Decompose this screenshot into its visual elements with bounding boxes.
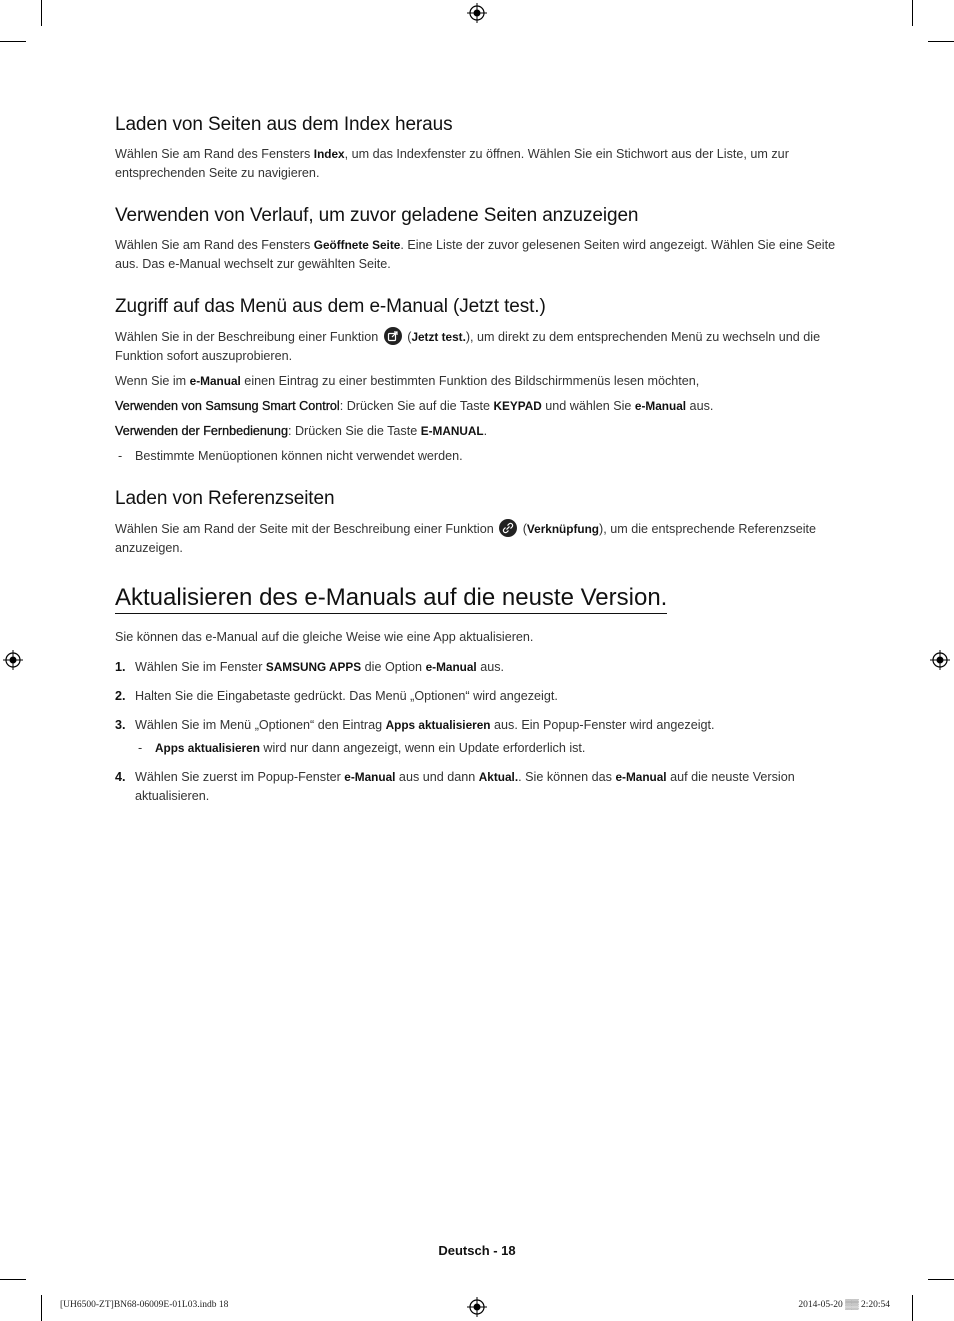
text: Wählen Sie zuerst im Popup-Fenster	[135, 770, 345, 784]
text: ), um die entsprechende Referenzseite anzuzeigen.	[115, 522, 817, 555]
paragraph	[115, 519, 840, 558]
text: . Sie können das	[518, 770, 616, 784]
section-heading: Laden von Seiten aus dem Index heraus	[115, 114, 453, 135]
registration-mark-icon	[930, 650, 950, 670]
try-now-icon	[384, 327, 402, 345]
text: aus.	[686, 399, 714, 413]
ui-term: e-Manual	[615, 770, 667, 784]
list-item	[115, 716, 840, 735]
list-item	[115, 768, 840, 806]
text: Wählen Sie im Fenster	[135, 660, 266, 674]
section-history	[115, 205, 840, 274]
section-update	[115, 584, 840, 806]
ui-term: Verwenden von Samsung Smart Control	[115, 399, 340, 413]
paragraph	[115, 236, 840, 274]
crop-mark	[0, 1279, 26, 1280]
text: Wählen Sie am Rand des Fensters	[115, 147, 314, 161]
text: Wählen Sie in der Beschreibung einer Funktion	[115, 330, 382, 344]
text: auf die neuste Version aktualisieren.	[135, 770, 795, 803]
ui-term: e-Manual	[425, 660, 477, 674]
text: aus und dann	[395, 770, 479, 784]
page-title: Aktualisieren des e-Manuals auf die neuste Version.	[115, 584, 667, 614]
text: Halten Sie die Eingabetaste gedrückt. Das Menü „Optionen“ wird angezeigt.	[135, 689, 558, 703]
text: , um das Indexfenster zu öffnen. Wählen Sie ein Stichwort aus der Liste, um zur entsprechenden Seite zu navigieren.	[115, 147, 789, 180]
ui-term: KEYPAD	[493, 399, 542, 413]
crop-mark	[928, 1279, 954, 1280]
registration-mark-icon	[467, 1297, 487, 1317]
step-number: 1.	[115, 660, 126, 674]
crop-mark	[41, 0, 42, 26]
paragraph: Sie können das e-Manual auf die gleiche Weise wie eine App aktualisieren.	[115, 630, 534, 644]
crop-mark	[912, 1295, 913, 1321]
section-heading: Laden von Referenzseiten	[115, 488, 335, 509]
text: ), um direkt zu dem entsprechenden Menü zu wechseln und die Funktion sofort auszuprobieren.	[115, 330, 821, 363]
ui-term: Apps aktualisieren	[385, 718, 491, 732]
steps-list	[115, 658, 840, 735]
ui-term: e-Manual	[344, 770, 396, 784]
ui-term: E-MANUAL	[420, 424, 484, 438]
section-try-now	[115, 296, 840, 466]
ui-term: Verwenden der Fernbedienung	[115, 424, 288, 438]
section-references	[115, 488, 840, 558]
ui-term: SAMSUNG APPS	[265, 660, 362, 674]
crop-mark	[41, 1295, 42, 1321]
text: . Eine Liste der zuvor gelesenen Seiten wird angezeigt. Wählen Sie eine Seite aus. Das e-Manual wechselt zur gewählten Seite.	[115, 238, 836, 271]
text: .	[483, 424, 488, 438]
text: : Drücken Sie die Taste	[287, 424, 421, 438]
paragraph	[115, 397, 840, 416]
note: - Bestimmte Menüoptionen können nicht verwendet werden.	[115, 447, 840, 466]
step-number: 3.	[115, 718, 126, 732]
ui-term: Index	[313, 147, 345, 161]
ui-term: Aktual.	[478, 770, 519, 784]
registration-mark-icon	[3, 650, 23, 670]
paragraph	[115, 422, 840, 441]
print-slug-left: [UH6500-ZT]BN68-06009E-01L03.indb 18	[60, 1300, 229, 1310]
list-item	[115, 658, 840, 677]
text: einen Eintrag zu einer bestimmten Funktion des Bildschirmmenüs lesen möchten,	[240, 374, 700, 388]
note	[115, 739, 840, 758]
text: die Option	[361, 660, 426, 674]
crop-mark	[912, 0, 913, 26]
ui-term: Verknüpfung	[526, 522, 600, 536]
section-heading: Verwenden von Verlauf, um zuvor geladene Seiten anzuzeigen	[115, 205, 639, 226]
crop-mark	[928, 41, 954, 42]
print-slug-right: 2014-05-20 ▒▒ 2:20:54	[798, 1300, 890, 1310]
ui-term: Jetzt test.	[411, 330, 466, 344]
ui-term: Geöffnete Seite	[313, 238, 401, 252]
list-item	[115, 687, 840, 706]
page-content	[115, 114, 840, 816]
text: aus.	[476, 660, 505, 674]
steps-list	[115, 768, 840, 806]
ui-term: Apps aktualisieren	[155, 741, 260, 755]
page-number: Deutsch - 18	[438, 1243, 516, 1258]
link-icon	[499, 519, 517, 537]
ui-term: e-Manual	[189, 374, 241, 388]
step-number: 4.	[115, 770, 126, 784]
text: Wählen Sie am Rand der Seite mit der Beschreibung einer Funktion	[115, 522, 498, 536]
crop-mark	[0, 41, 26, 42]
text: und wählen Sie	[541, 399, 635, 413]
registration-mark-icon	[467, 3, 487, 23]
text: Wählen Sie am Rand des Fensters	[115, 238, 314, 252]
section-heading: Zugriff auf das Menü aus dem e-Manual (Jetzt test.)	[115, 296, 546, 317]
paragraph	[115, 145, 840, 183]
text: wird nur dann angezeigt, wenn ein Update erforderlich ist.	[259, 741, 586, 755]
paragraph	[115, 372, 840, 391]
section-index	[115, 114, 840, 183]
ui-term: e-Manual	[634, 399, 687, 413]
text: aus. Ein Popup-Fenster wird angezeigt.	[490, 718, 715, 732]
text: (	[403, 330, 412, 344]
step-number: 2.	[115, 689, 126, 703]
text: (	[519, 522, 527, 536]
text: Wenn Sie im	[115, 374, 190, 388]
paragraph	[115, 327, 840, 366]
text: : Drücken Sie auf die Taste	[339, 399, 494, 413]
text: Wählen Sie im Menü „Optionen“ den Eintrag	[135, 718, 386, 732]
